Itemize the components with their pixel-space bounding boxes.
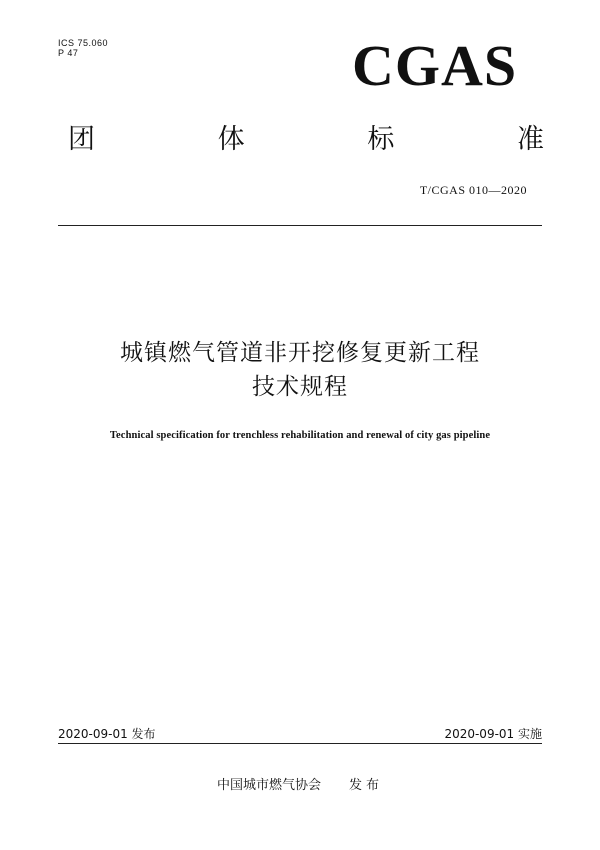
- document-title-en: Technical specification for trenchless rehabilitation and renewal of city gas pipeline: [109, 430, 491, 441]
- title-cn-line2: 技术规程: [252, 374, 348, 400]
- publish-label: 发布: [349, 778, 384, 793]
- standard-type-char: 准: [516, 124, 544, 155]
- issue-date: 2020-09-01 发布: [58, 727, 156, 741]
- publisher-name: 中国城市燃气协会: [216, 778, 321, 793]
- standard-type-char: 团: [68, 124, 95, 155]
- ics-code: ICS 75.060: [58, 38, 109, 48]
- standard-type-char: 标: [367, 124, 395, 155]
- ccs-code: P 47: [58, 48, 79, 58]
- standard-code: T/CGAS 010—2020: [419, 183, 527, 197]
- standard-type: [68, 124, 544, 156]
- standard-type-char: 体: [217, 124, 245, 155]
- header-divider: [58, 225, 542, 226]
- publisher-line: [0, 774, 600, 793]
- footer-divider: [58, 743, 542, 744]
- implement-date: 2020-09-01 实施: [444, 727, 542, 741]
- ics-classification: [58, 38, 108, 58]
- cgas-logo: CGAS: [352, 33, 518, 98]
- title-cn-line1: 城镇燃气管道非开挖修复更新工程: [120, 340, 480, 366]
- document-title-cn: [0, 336, 600, 404]
